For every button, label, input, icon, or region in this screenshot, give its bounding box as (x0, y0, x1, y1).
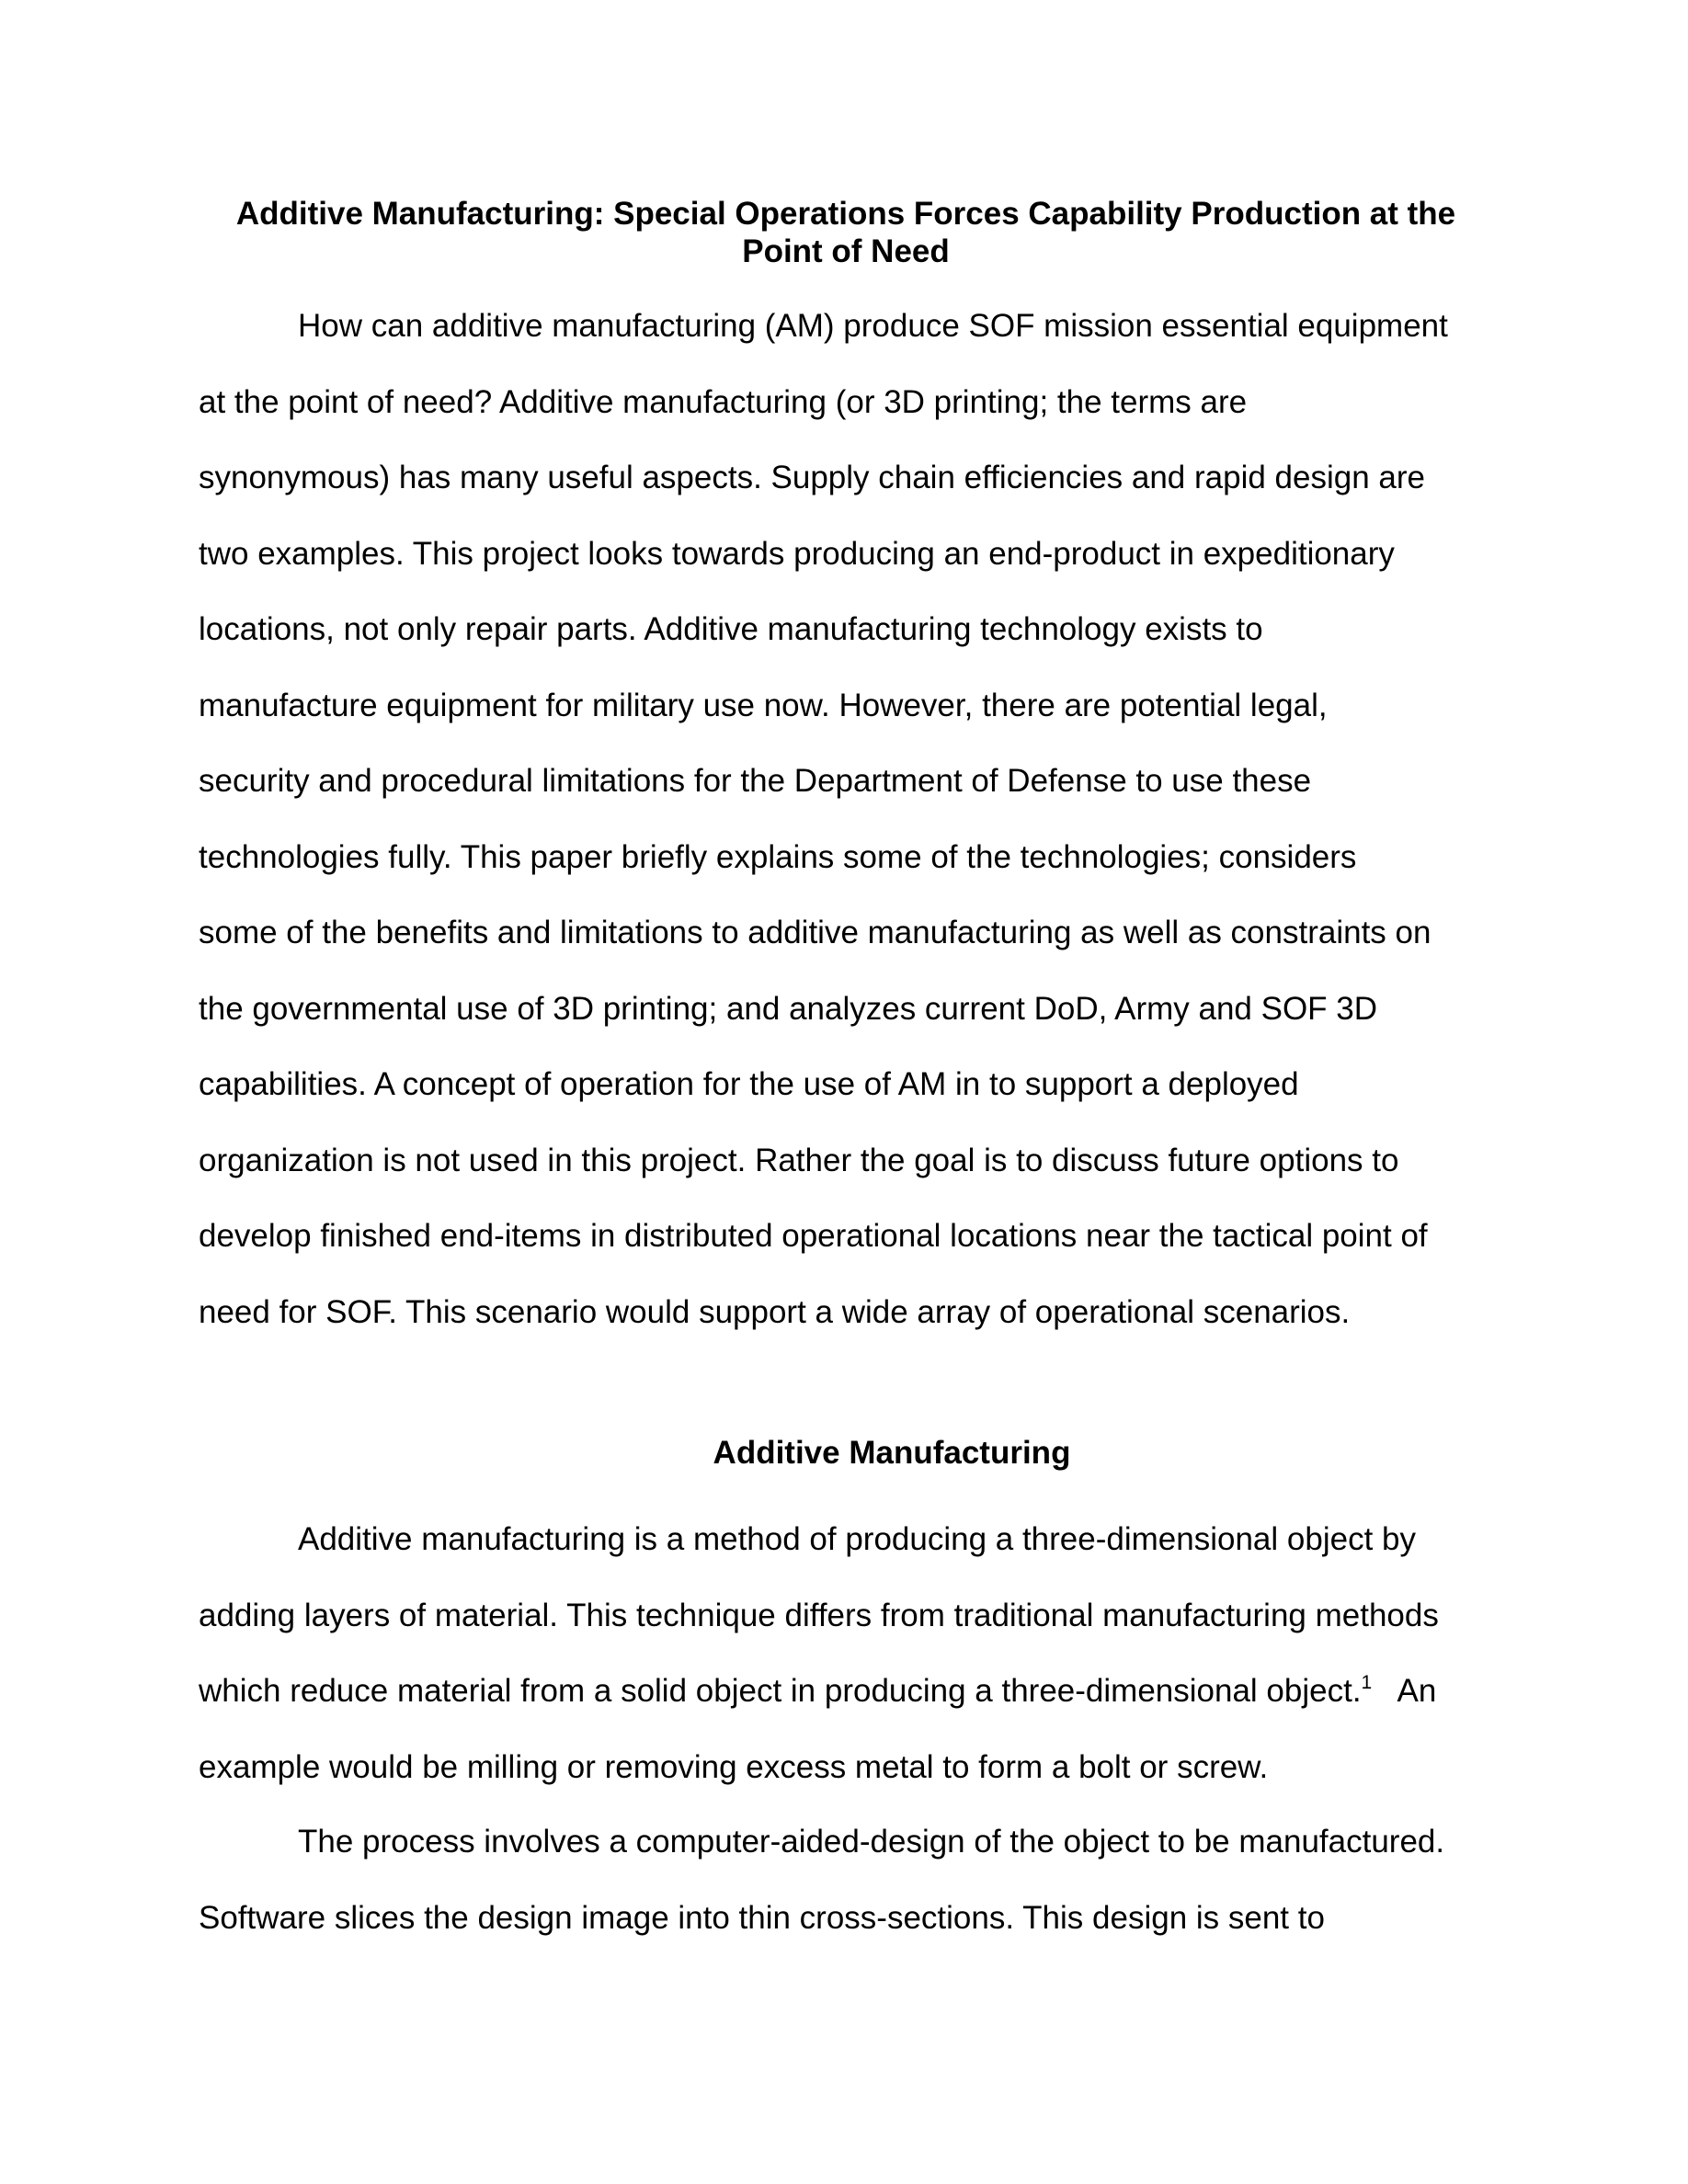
title-line-2: Point of Need (742, 233, 950, 269)
paragraph-line: two examples. This project looks towards producing an end-product in expeditionary (199, 535, 1395, 572)
paragraph-line: How can additive manufacturing (AM) produce SOF mission essential equipment (298, 308, 1448, 344)
paragraph-line: develop finished end-items in distributed operational locations near the tactical point of (199, 1218, 1428, 1254)
paragraph-line: adding layers of material. This technique differs from traditional manufacturing methods (199, 1597, 1439, 1633)
paragraph-line: some of the benefits and limitations to additive manufacturing as well as constraints on (199, 915, 1431, 950)
paragraph-line: technologies fully. This paper briefly explains some of the technologies; considers (199, 838, 1357, 875)
paragraph-line: Software slices the design image into thin cross-sections. This design is sent to (199, 1899, 1325, 1936)
paragraph-line: need for SOF. This scenario would support a wide array of operational scenarios. (199, 1293, 1351, 1330)
paragraph-line: synonymous) has many useful aspects. Supply chain efficiencies and rapid design are (199, 460, 1425, 495)
paragraph-line: the governmental use of 3D printing; and analyzes current DoD, Army and SOF 3D (199, 990, 1378, 1027)
paragraph-text: which reduce material from a solid object in producing a three-dimensional object. (199, 1673, 1362, 1709)
document-title (184, 195, 1508, 270)
paragraph-line: security and procedural limitations for the Department of Defense to use these (199, 763, 1312, 799)
paragraph-line: The process involves a computer-aided-design of the object to be manufactured. (298, 1824, 1445, 1860)
process-paragraph (199, 1804, 1486, 1956)
definition-paragraph (199, 1502, 1486, 1805)
title-line-1: Additive Manufacturing: Special Operations Forces Capability Production at the (235, 196, 1456, 232)
section-heading: Additive Manufacturing (713, 1435, 1071, 1471)
paragraph-line: Additive manufacturing is a method of producing a three-dimensional object by (298, 1521, 1416, 1557)
paragraph-line: manufacture equipment for military use now. However, there are potential legal, (199, 687, 1328, 723)
paragraph-line: capabilities. A concept of operation for the use of AM in to support a deployed (199, 1066, 1299, 1102)
paragraph-line: locations, not only repair parts. Additive manufacturing technology exists to (199, 611, 1263, 647)
footnote-reference[interactable]: 1 (1361, 1672, 1373, 1693)
paragraph-line: at the point of need? Additive manufacturing (or 3D printing; the terms are (199, 383, 1248, 420)
paragraph-text: An (1372, 1673, 1437, 1709)
paragraph-line: organization is not used in this project. Rather the goal is to discuss future options to (199, 1142, 1399, 1178)
paragraph-line-with-footnote (199, 1654, 1486, 1730)
paragraph-line: example would be milling or removing excess metal to form a bolt or screw. (199, 1748, 1269, 1785)
intro-paragraph (199, 289, 1486, 1350)
